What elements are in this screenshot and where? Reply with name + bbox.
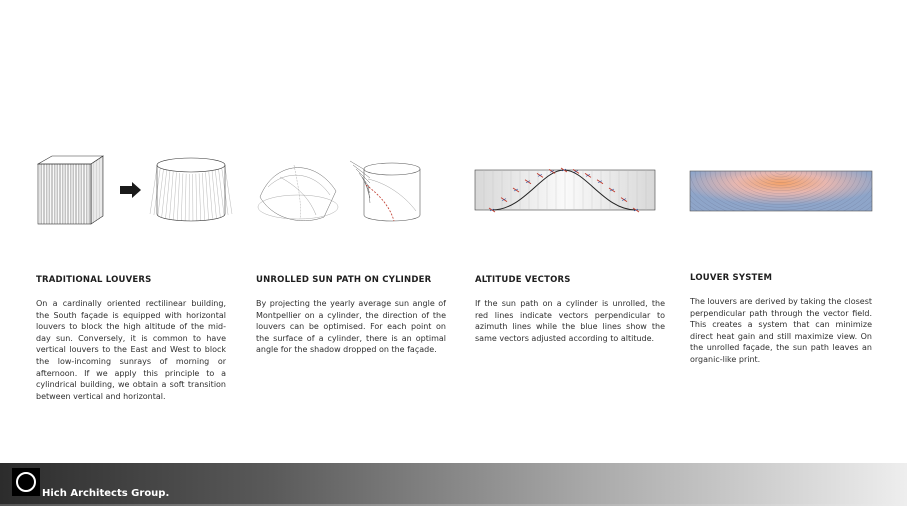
panel-heading-traditional-louvers: TRADITIONAL LOUVERS [36, 275, 152, 285]
traditional-louvers-figure [34, 152, 234, 232]
brand-name: Hich Architects Group. [42, 488, 170, 499]
arrow-icon [120, 182, 141, 198]
company-logo-icon [12, 468, 40, 496]
panel-body-sun-path: By projecting the yearly average sun angle of Montpellier on a cylinder, the direction of the louvers can be optimised. For each point on the surface of a cylinder, there is an optimal angle for the shadow dropped on the façade. [256, 299, 446, 355]
footer-rule [0, 504, 907, 506]
panel-heading-altitude-vectors: ALTITUDE VECTORS [475, 275, 571, 285]
louver-system-figure [689, 169, 873, 213]
panel-body-altitude-vectors: If the sun path on a cylinder is unrolled, the red lines indicate vectors perpendicular to azimuth lines while the blue lines show the same vectors adjusted according to altitude. [475, 299, 665, 343]
panel-body-traditional-louvers: On a cardinally oriented rectilinear building, the South façade is equipped with horizontal louvers to block the high altitude of the mid-day sun. Conversely, it is common to have vertical louvers to the East and West to block the low-incoming sunrays of morning or afternoon. If we apply this principle to a cylindrical building, we obtain a soft transition between vertical and horizontal. [36, 299, 226, 401]
altitude-vectors-figure [472, 162, 658, 216]
panel-heading-louver-system: LOUVER SYSTEM [690, 273, 773, 283]
panel-body-louver-system: The louvers are derived by taking the closest perpendicular path through the vector field. This creates a system that can minimize direct heat gain and still maximize view. On the unrolled façade, the sun path leaves an organic-like print. [690, 297, 872, 364]
panel-heading-sun-path: UNROLLED SUN PATH ON CYLINDER [256, 275, 432, 285]
sun-path-cylinder-figure [254, 155, 444, 235]
